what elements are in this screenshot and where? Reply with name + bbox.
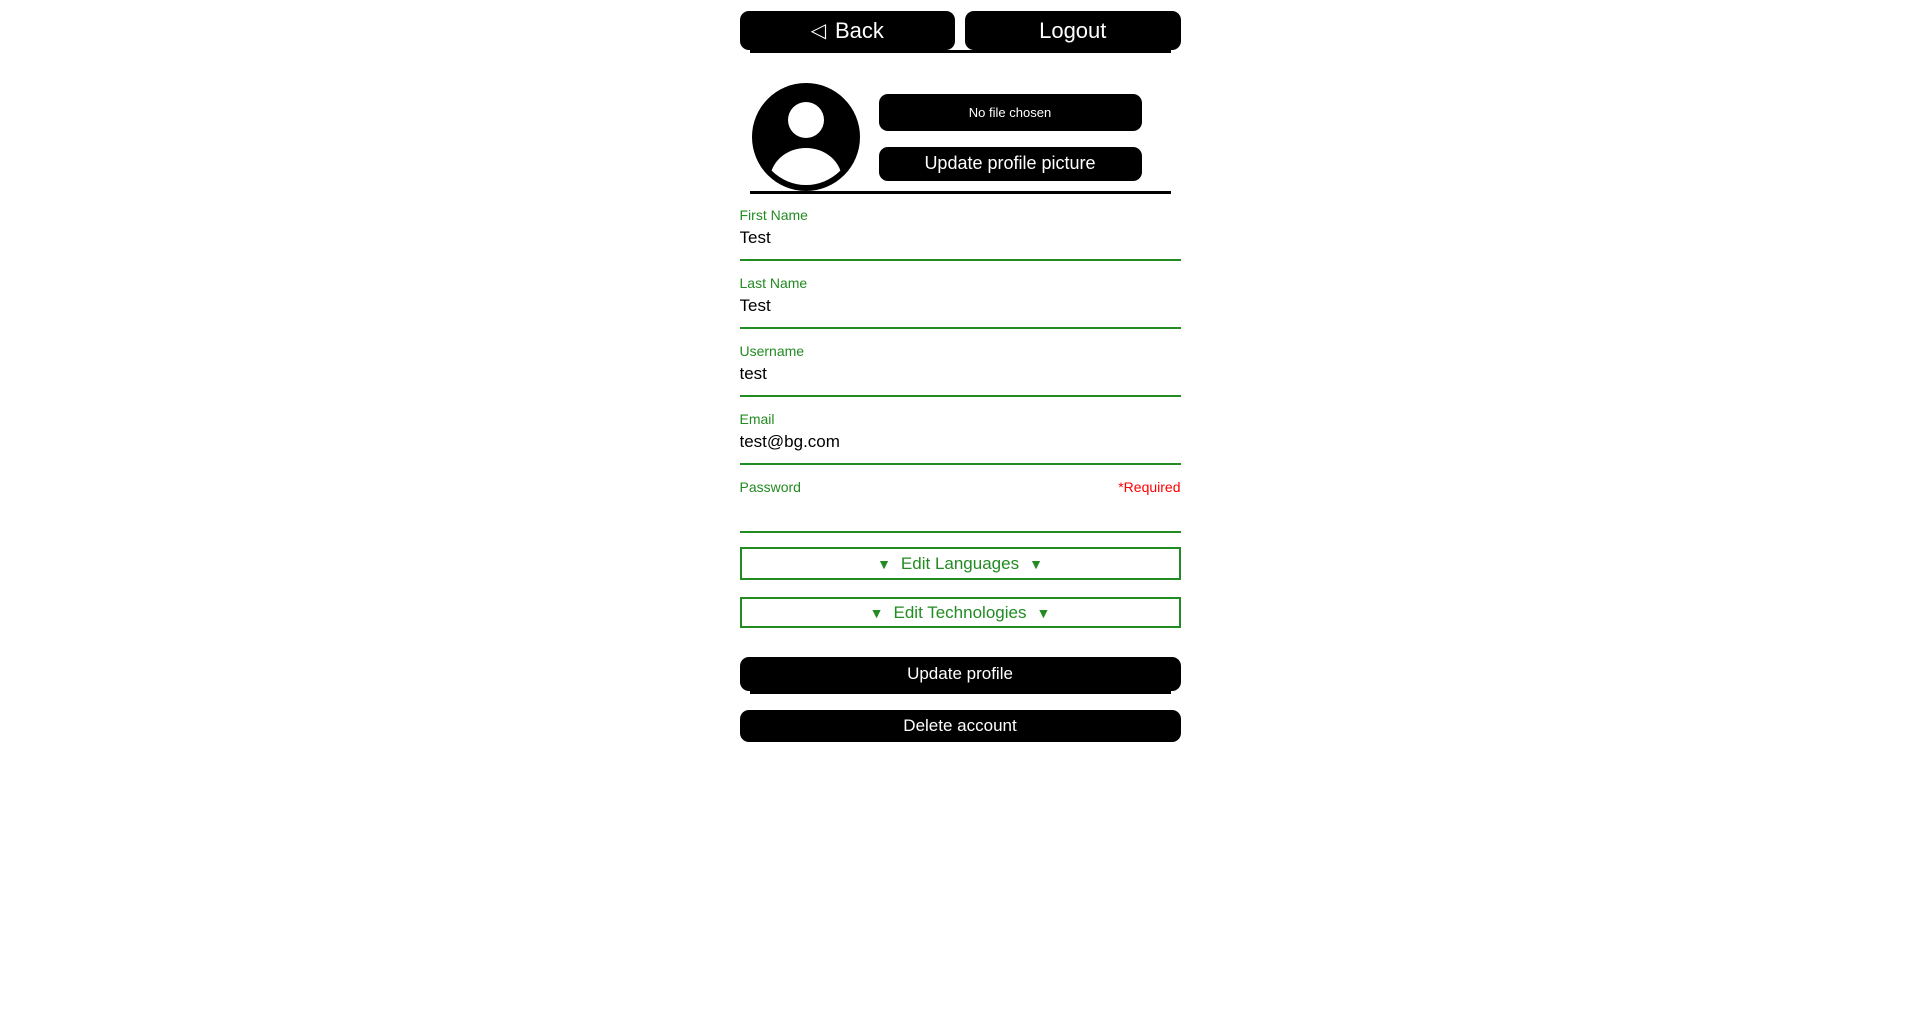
picture-buttons bbox=[879, 94, 1142, 181]
username-label: Username bbox=[739, 343, 805, 359]
email-field bbox=[740, 411, 1181, 465]
delete-account-button[interactable] bbox=[740, 710, 1181, 742]
password-field bbox=[740, 479, 1181, 533]
last-name-input[interactable] bbox=[740, 292, 1181, 329]
profile-page bbox=[740, 0, 1181, 742]
first-name-input[interactable] bbox=[740, 224, 1181, 261]
edit-languages-toggle[interactable] bbox=[740, 547, 1181, 580]
update-picture-label: Update profile picture bbox=[924, 153, 1096, 173]
password-input[interactable] bbox=[740, 496, 1181, 533]
section-divider bbox=[750, 50, 1171, 53]
first-name-field bbox=[740, 207, 1181, 261]
logout-button-label: Logout bbox=[1039, 17, 1107, 43]
top-button-row bbox=[740, 11, 1181, 50]
update-profile-picture-button[interactable] bbox=[879, 147, 1142, 181]
username-input[interactable] bbox=[740, 360, 1181, 397]
password-required-note: *Required bbox=[1118, 479, 1181, 495]
section-divider bbox=[750, 691, 1171, 694]
chevron-down-icon: ▼ bbox=[1029, 555, 1043, 572]
chevron-down-icon: ▼ bbox=[877, 555, 891, 572]
logout-button[interactable] bbox=[965, 11, 1181, 50]
chevron-down-icon: ▼ bbox=[1036, 604, 1051, 621]
password-label: Password bbox=[739, 479, 801, 495]
profile-picture-file-input[interactable] bbox=[879, 94, 1142, 131]
last-name-label: Last Name bbox=[739, 275, 808, 291]
back-button-label: Back bbox=[834, 17, 884, 43]
edit-technologies-toggle[interactable] bbox=[740, 597, 1181, 628]
back-triangle-icon: ◁ bbox=[810, 19, 826, 42]
email-input[interactable] bbox=[740, 428, 1181, 465]
edit-technologies-label: Edit Technologies bbox=[893, 602, 1027, 622]
profile-form bbox=[740, 207, 1181, 691]
last-name-field bbox=[740, 275, 1181, 329]
chevron-down-icon: ▼ bbox=[869, 604, 884, 621]
profile-picture-section bbox=[752, 83, 1181, 191]
update-profile-button[interactable] bbox=[740, 657, 1181, 691]
back-button[interactable] bbox=[740, 11, 956, 50]
first-name-label: First Name bbox=[739, 207, 808, 223]
delete-account-label: Delete account bbox=[903, 716, 1017, 735]
file-input-status-text: No file chosen bbox=[968, 104, 1052, 120]
edit-languages-label: Edit Languages bbox=[900, 553, 1020, 573]
update-profile-label: Update profile bbox=[907, 664, 1013, 683]
email-label: Email bbox=[739, 411, 775, 427]
person-avatar-icon bbox=[752, 83, 860, 191]
username-field bbox=[740, 343, 1181, 397]
section-divider bbox=[750, 191, 1171, 194]
